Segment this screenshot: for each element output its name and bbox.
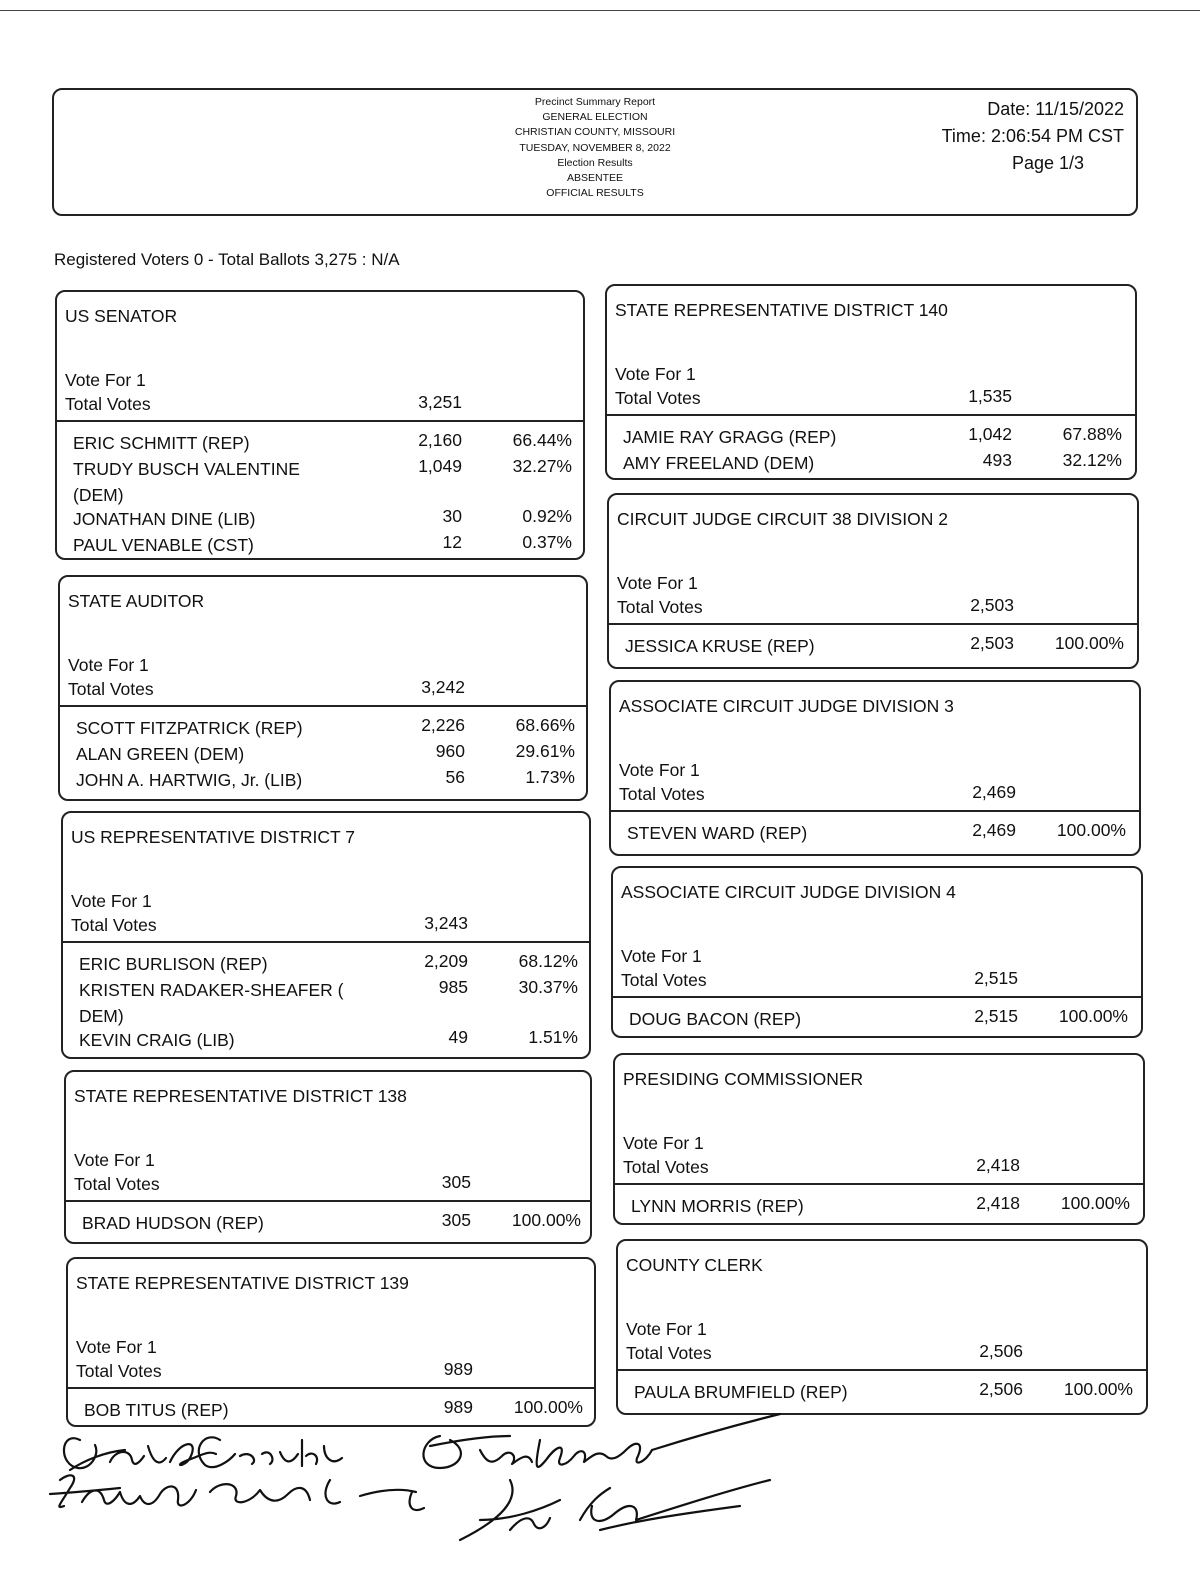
candidate-name-line: ERIC BURLISON (REP) xyxy=(79,954,268,974)
candidate-name-line: STEVEN WARD (REP) xyxy=(627,823,808,843)
race-box-us-senator xyxy=(55,290,585,560)
candidate-row xyxy=(66,1210,590,1234)
candidate-name-line: KRISTEN RADAKER-SHEAFER ( xyxy=(79,980,344,1000)
candidate-row xyxy=(63,977,589,1026)
race-title: ASSOCIATE CIRCUIT JUDGE DIVISION 4 xyxy=(621,882,956,902)
candidate-name-line: DOUG BACON (REP) xyxy=(629,1009,802,1029)
candidate-percent: 32.27% xyxy=(512,456,572,476)
candidate-row xyxy=(60,741,586,765)
candidate-name xyxy=(625,633,815,659)
candidate-votes: 49 xyxy=(448,1027,468,1047)
top-rule xyxy=(0,10,1200,11)
candidate-votes: 2,226 xyxy=(421,715,465,735)
candidate-name xyxy=(76,767,302,793)
candidate-row xyxy=(615,1193,1143,1217)
candidate-votes: 2,469 xyxy=(972,820,1016,840)
vote-for-label: Vote For 1 xyxy=(74,1150,155,1170)
vote-for-label: Vote For 1 xyxy=(65,370,146,390)
candidate-name-line: JOHN A. HARTWIG, Jr. (LIB) xyxy=(76,770,303,790)
results-divider xyxy=(60,705,586,707)
total-votes-label: Total Votes xyxy=(626,1343,712,1363)
results-divider xyxy=(68,1387,594,1389)
candidate-percent: 32.12% xyxy=(1062,450,1122,470)
candidate-votes: 985 xyxy=(438,977,468,997)
candidate-name xyxy=(79,1027,235,1053)
race-box-us-representative-district-7 xyxy=(61,811,591,1059)
candidate-name-line: KEVIN CRAIG (LIB) xyxy=(79,1030,235,1050)
race-box-state-representative-district-140 xyxy=(605,284,1137,480)
candidate-name xyxy=(76,715,303,741)
total-votes-label: Total Votes xyxy=(621,970,707,990)
candidate-percent: 66.44% xyxy=(512,430,572,450)
race-box-presiding-commissioner xyxy=(613,1053,1145,1225)
total-votes-value: 2,515 xyxy=(974,968,1018,988)
candidate-name xyxy=(82,1210,264,1236)
results-divider xyxy=(57,420,583,422)
results-label: Election Results xyxy=(557,156,633,169)
results-divider xyxy=(607,414,1135,416)
race-box-associate-circuit-judge-division-4 xyxy=(611,866,1143,1038)
report-time: Time: 2:06:54 PM CST xyxy=(941,126,1124,146)
total-votes-label: Total Votes xyxy=(65,394,151,414)
official-label: OFFICIAL RESULTS xyxy=(546,187,644,200)
race-title: PRESIDING COMMISSIONER xyxy=(623,1069,864,1089)
candidate-votes: 56 xyxy=(445,767,465,787)
race-title: STATE AUDITOR xyxy=(68,591,205,611)
page-number: Page 1/3 xyxy=(1011,153,1084,173)
candidate-name xyxy=(79,951,268,977)
candidate-name-line: PAULA BRUMFIELD (REP) xyxy=(634,1382,848,1402)
ballot-summary: Registered Voters 0 - Total Ballots 3,275 : N/A xyxy=(54,250,400,269)
race-title: STATE REPRESENTATIVE DISTRICT 139 xyxy=(76,1273,409,1293)
candidate-percent: 68.66% xyxy=(515,715,575,735)
candidate-votes: 1,042 xyxy=(968,424,1012,444)
candidate-percent: 67.88% xyxy=(1062,424,1122,444)
candidate-votes: 2,418 xyxy=(976,1193,1020,1213)
candidate-votes: 305 xyxy=(441,1210,471,1230)
results-divider xyxy=(66,1200,590,1202)
total-votes-value: 305 xyxy=(441,1172,471,1192)
race-title: CIRCUIT JUDGE CIRCUIT 38 DIVISION 2 xyxy=(617,509,948,529)
candidate-votes: 493 xyxy=(982,450,1012,470)
candidate-percent: 68.12% xyxy=(518,951,578,971)
candidate-row xyxy=(57,430,583,454)
results-divider xyxy=(611,810,1139,812)
candidate-name-line: JAMIE RAY GRAGG (REP) xyxy=(623,427,837,447)
candidate-name xyxy=(634,1379,848,1405)
total-votes-value: 3,243 xyxy=(424,913,468,933)
candidate-name xyxy=(627,820,807,846)
total-votes-label: Total Votes xyxy=(623,1157,709,1177)
candidate-row xyxy=(607,424,1135,448)
candidate-row xyxy=(63,951,589,975)
candidate-percent: 29.61% xyxy=(515,741,575,761)
candidate-name-line: PAUL VENABLE (CST) xyxy=(73,535,254,555)
results-divider xyxy=(613,996,1141,998)
candidate-percent: 100.00% xyxy=(1056,820,1126,840)
signatures xyxy=(40,1410,800,1560)
candidate-name xyxy=(631,1193,804,1219)
candidate-row xyxy=(60,767,586,791)
vote-for-label: Vote For 1 xyxy=(76,1337,157,1357)
race-title: US REPRESENTATIVE DISTRICT 7 xyxy=(71,827,355,847)
report-date: Date: 11/15/2022 xyxy=(987,99,1124,119)
total-votes-label: Total Votes xyxy=(71,915,157,935)
results-divider xyxy=(609,623,1137,625)
candidate-name xyxy=(73,430,250,456)
vote-for-label: Vote For 1 xyxy=(623,1133,704,1153)
candidate-name xyxy=(76,741,244,767)
candidate-name xyxy=(73,506,255,532)
candidate-row xyxy=(611,820,1139,844)
candidate-percent: 100.00% xyxy=(1058,1006,1128,1026)
candidate-votes: 30 xyxy=(442,506,462,526)
total-votes-value: 3,251 xyxy=(418,392,462,412)
total-votes-value: 2,503 xyxy=(970,595,1014,615)
race-box-circuit-judge-circuit-38-division-2 xyxy=(607,493,1139,669)
race-title: STATE REPRESENTATIVE DISTRICT 138 xyxy=(74,1086,407,1106)
vote-for-label: Vote For 1 xyxy=(71,891,152,911)
total-votes-label: Total Votes xyxy=(617,597,703,617)
candidate-name-line: JONATHAN DINE (LIB) xyxy=(73,509,256,529)
race-box-state-representative-district-139 xyxy=(66,1257,596,1427)
candidate-percent: 100.00% xyxy=(1063,1379,1133,1399)
report-title: Precinct Summary Report xyxy=(534,96,656,108)
report-meta xyxy=(942,96,1124,177)
candidate-row xyxy=(609,633,1137,657)
total-votes-value: 2,469 xyxy=(972,782,1016,802)
total-votes-value: 989 xyxy=(443,1359,473,1379)
candidate-name xyxy=(73,532,254,558)
candidate-percent: 30.37% xyxy=(518,977,578,997)
candidate-row xyxy=(63,1027,589,1051)
results-divider xyxy=(618,1369,1146,1371)
candidate-row xyxy=(60,715,586,739)
candidate-name-line: DEM) xyxy=(79,1006,124,1026)
candidate-row xyxy=(57,456,583,505)
election-date: TUESDAY, NOVEMBER 8, 2022 xyxy=(519,141,671,154)
candidate-percent: 100.00% xyxy=(511,1210,581,1230)
total-votes-label: Total Votes xyxy=(74,1174,160,1194)
candidate-row xyxy=(57,506,583,530)
vote-for-label: Vote For 1 xyxy=(626,1319,707,1339)
vote-for-label: Vote For 1 xyxy=(621,946,702,966)
race-title: US SENATOR xyxy=(65,306,178,326)
candidate-votes: 2,515 xyxy=(974,1006,1018,1026)
vote-for-label: Vote For 1 xyxy=(68,655,149,675)
candidate-name-line: JESSICA KRUSE (REP) xyxy=(625,636,815,656)
candidate-votes: 960 xyxy=(435,741,465,761)
candidate-votes: 2,160 xyxy=(418,430,462,450)
jurisdiction: CHRISTIAN COUNTY, MISSOURI xyxy=(514,126,676,139)
candidate-votes: 2,506 xyxy=(979,1379,1023,1399)
total-votes-label: Total Votes xyxy=(619,784,705,804)
candidate-name-line: BRAD HUDSON (REP) xyxy=(82,1213,264,1233)
candidate-name xyxy=(79,977,343,1029)
candidate-name-line: BOB TITUS (REP) xyxy=(84,1400,229,1420)
candidate-row xyxy=(618,1379,1146,1403)
candidate-votes: 12 xyxy=(442,532,462,552)
race-title: COUNTY CLERK xyxy=(626,1255,763,1275)
candidate-percent: 100.00% xyxy=(1060,1193,1130,1213)
candidate-percent: 0.37% xyxy=(522,532,572,552)
candidate-votes: 2,209 xyxy=(424,951,468,971)
total-votes-value: 2,506 xyxy=(979,1341,1023,1361)
total-votes-label: Total Votes xyxy=(615,388,701,408)
total-votes-value: 2,418 xyxy=(976,1155,1020,1175)
candidate-name xyxy=(73,456,300,508)
candidate-percent: 0.92% xyxy=(522,506,572,526)
candidate-percent: 100.00% xyxy=(1054,633,1124,653)
ballot-type: ABSENTEE xyxy=(566,172,624,185)
candidate-name-line: ALAN GREEN (DEM) xyxy=(76,744,245,764)
candidate-name xyxy=(623,424,836,450)
candidate-votes: 1,049 xyxy=(418,456,462,476)
race-box-associate-circuit-judge-division-3 xyxy=(609,680,1141,856)
candidate-name xyxy=(623,450,814,476)
results-divider xyxy=(615,1183,1143,1185)
total-votes-value: 1,535 xyxy=(968,386,1012,406)
candidate-name-line: ERIC SCHMITT (REP) xyxy=(73,433,250,453)
candidate-name-line: SCOTT FITZPATRICK (REP) xyxy=(76,718,303,738)
candidate-name-line: (DEM) xyxy=(73,485,124,505)
total-votes-label: Total Votes xyxy=(68,679,154,699)
candidate-percent: 1.51% xyxy=(528,1027,578,1047)
candidate-votes: 989 xyxy=(443,1397,473,1417)
candidate-votes: 2,503 xyxy=(970,633,1014,653)
candidate-percent: 100.00% xyxy=(513,1397,583,1417)
vote-for-label: Vote For 1 xyxy=(617,573,698,593)
candidate-row xyxy=(57,532,583,556)
candidate-name-line: TRUDY BUSCH VALENTINE xyxy=(73,459,300,479)
race-box-county-clerk xyxy=(616,1239,1148,1415)
results-divider xyxy=(63,941,589,943)
candidate-name-line: LYNN MORRIS (REP) xyxy=(631,1196,804,1216)
candidate-percent: 1.73% xyxy=(525,767,575,787)
report-header xyxy=(52,88,1138,216)
total-votes-label: Total Votes xyxy=(76,1361,162,1381)
candidate-row xyxy=(607,450,1135,474)
race-title: STATE REPRESENTATIVE DISTRICT 140 xyxy=(615,300,948,320)
vote-for-label: Vote For 1 xyxy=(619,760,700,780)
total-votes-value: 3,242 xyxy=(421,677,465,697)
vote-for-label: Vote For 1 xyxy=(615,364,696,384)
candidate-name-line: AMY FREELAND (DEM) xyxy=(623,453,815,473)
race-box-state-auditor xyxy=(58,575,588,801)
race-box-state-representative-district-138 xyxy=(64,1070,592,1244)
candidate-row xyxy=(613,1006,1141,1030)
candidate-name xyxy=(629,1006,801,1032)
election-name: GENERAL ELECTION xyxy=(542,111,648,124)
race-title: ASSOCIATE CIRCUIT JUDGE DIVISION 3 xyxy=(619,696,954,716)
